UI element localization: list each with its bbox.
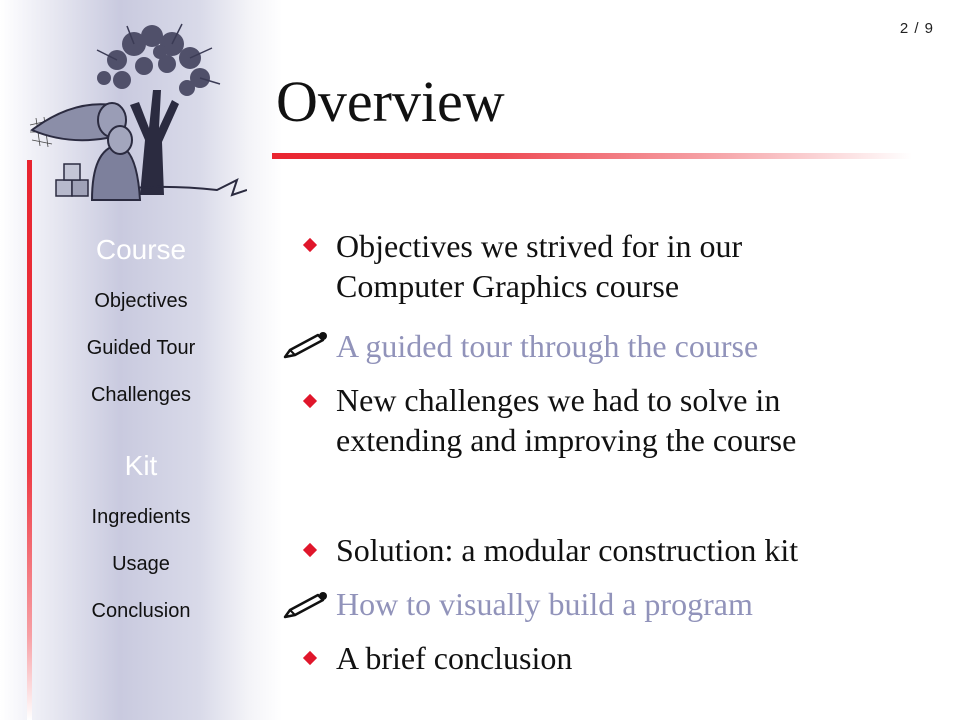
- bullet-line: Objectives we strived for in our: [336, 228, 743, 264]
- pen-pointer-icon: [282, 590, 328, 620]
- bullet-item: [336, 380, 796, 460]
- title-underline: [272, 153, 912, 159]
- sidebar-heading-course: Course: [95, 234, 187, 265]
- sidebar-item-challenges[interactable]: [0, 384, 282, 407]
- bullet-item: [336, 638, 572, 678]
- bullet-line: New challenges we had to solve in: [336, 382, 781, 418]
- pen-pointer-icon: [282, 330, 328, 360]
- bullet-line: extending and improving the course: [336, 422, 797, 458]
- bullet-item: [336, 226, 742, 306]
- slide-title: Overview: [276, 69, 505, 134]
- bullet-line: A guided tour through the course: [336, 328, 759, 364]
- bullet-item: [336, 530, 798, 570]
- sidebar-item-guided-tour[interactable]: [0, 337, 282, 360]
- bullet-item-highlighted: [336, 326, 758, 366]
- sidebar-item-label: Guided Tour: [86, 337, 196, 359]
- page-number: 2 / 9: [899, 20, 934, 37]
- sidebar-item-label: Objectives: [94, 290, 188, 312]
- sidebar-item-label: Conclusion: [91, 600, 191, 622]
- sidebar-item-label: Ingredients: [91, 506, 191, 528]
- sidebar-section-course: [0, 234, 282, 266]
- bullet-line: A brief conclusion: [336, 640, 573, 676]
- sidebar-item-usage[interactable]: [0, 553, 282, 576]
- sidebar-item-label: Usage: [112, 553, 170, 575]
- sidebar-heading-kit: Kit: [124, 450, 158, 481]
- sidebar-item-objectives[interactable]: [0, 290, 282, 313]
- diamond-bullet-icon: [303, 543, 317, 557]
- sidebar-item-label: Challenges: [90, 384, 192, 406]
- sidebar-section-kit: [0, 450, 282, 482]
- diamond-bullet-icon: [303, 651, 317, 665]
- diamond-bullet-icon: [303, 394, 317, 408]
- bullet-item-highlighted: [336, 584, 753, 624]
- bullet-line: Computer Graphics course: [336, 268, 680, 304]
- sidebar-item-conclusion[interactable]: [0, 600, 282, 623]
- diamond-bullet-icon: [303, 238, 317, 252]
- bullet-line: How to visually build a program: [336, 586, 753, 622]
- bullet-line: Solution: a modular construction kit: [336, 532, 799, 568]
- tree-figure-logo-icon: [22, 20, 247, 210]
- sidebar-item-ingredients[interactable]: [0, 506, 282, 529]
